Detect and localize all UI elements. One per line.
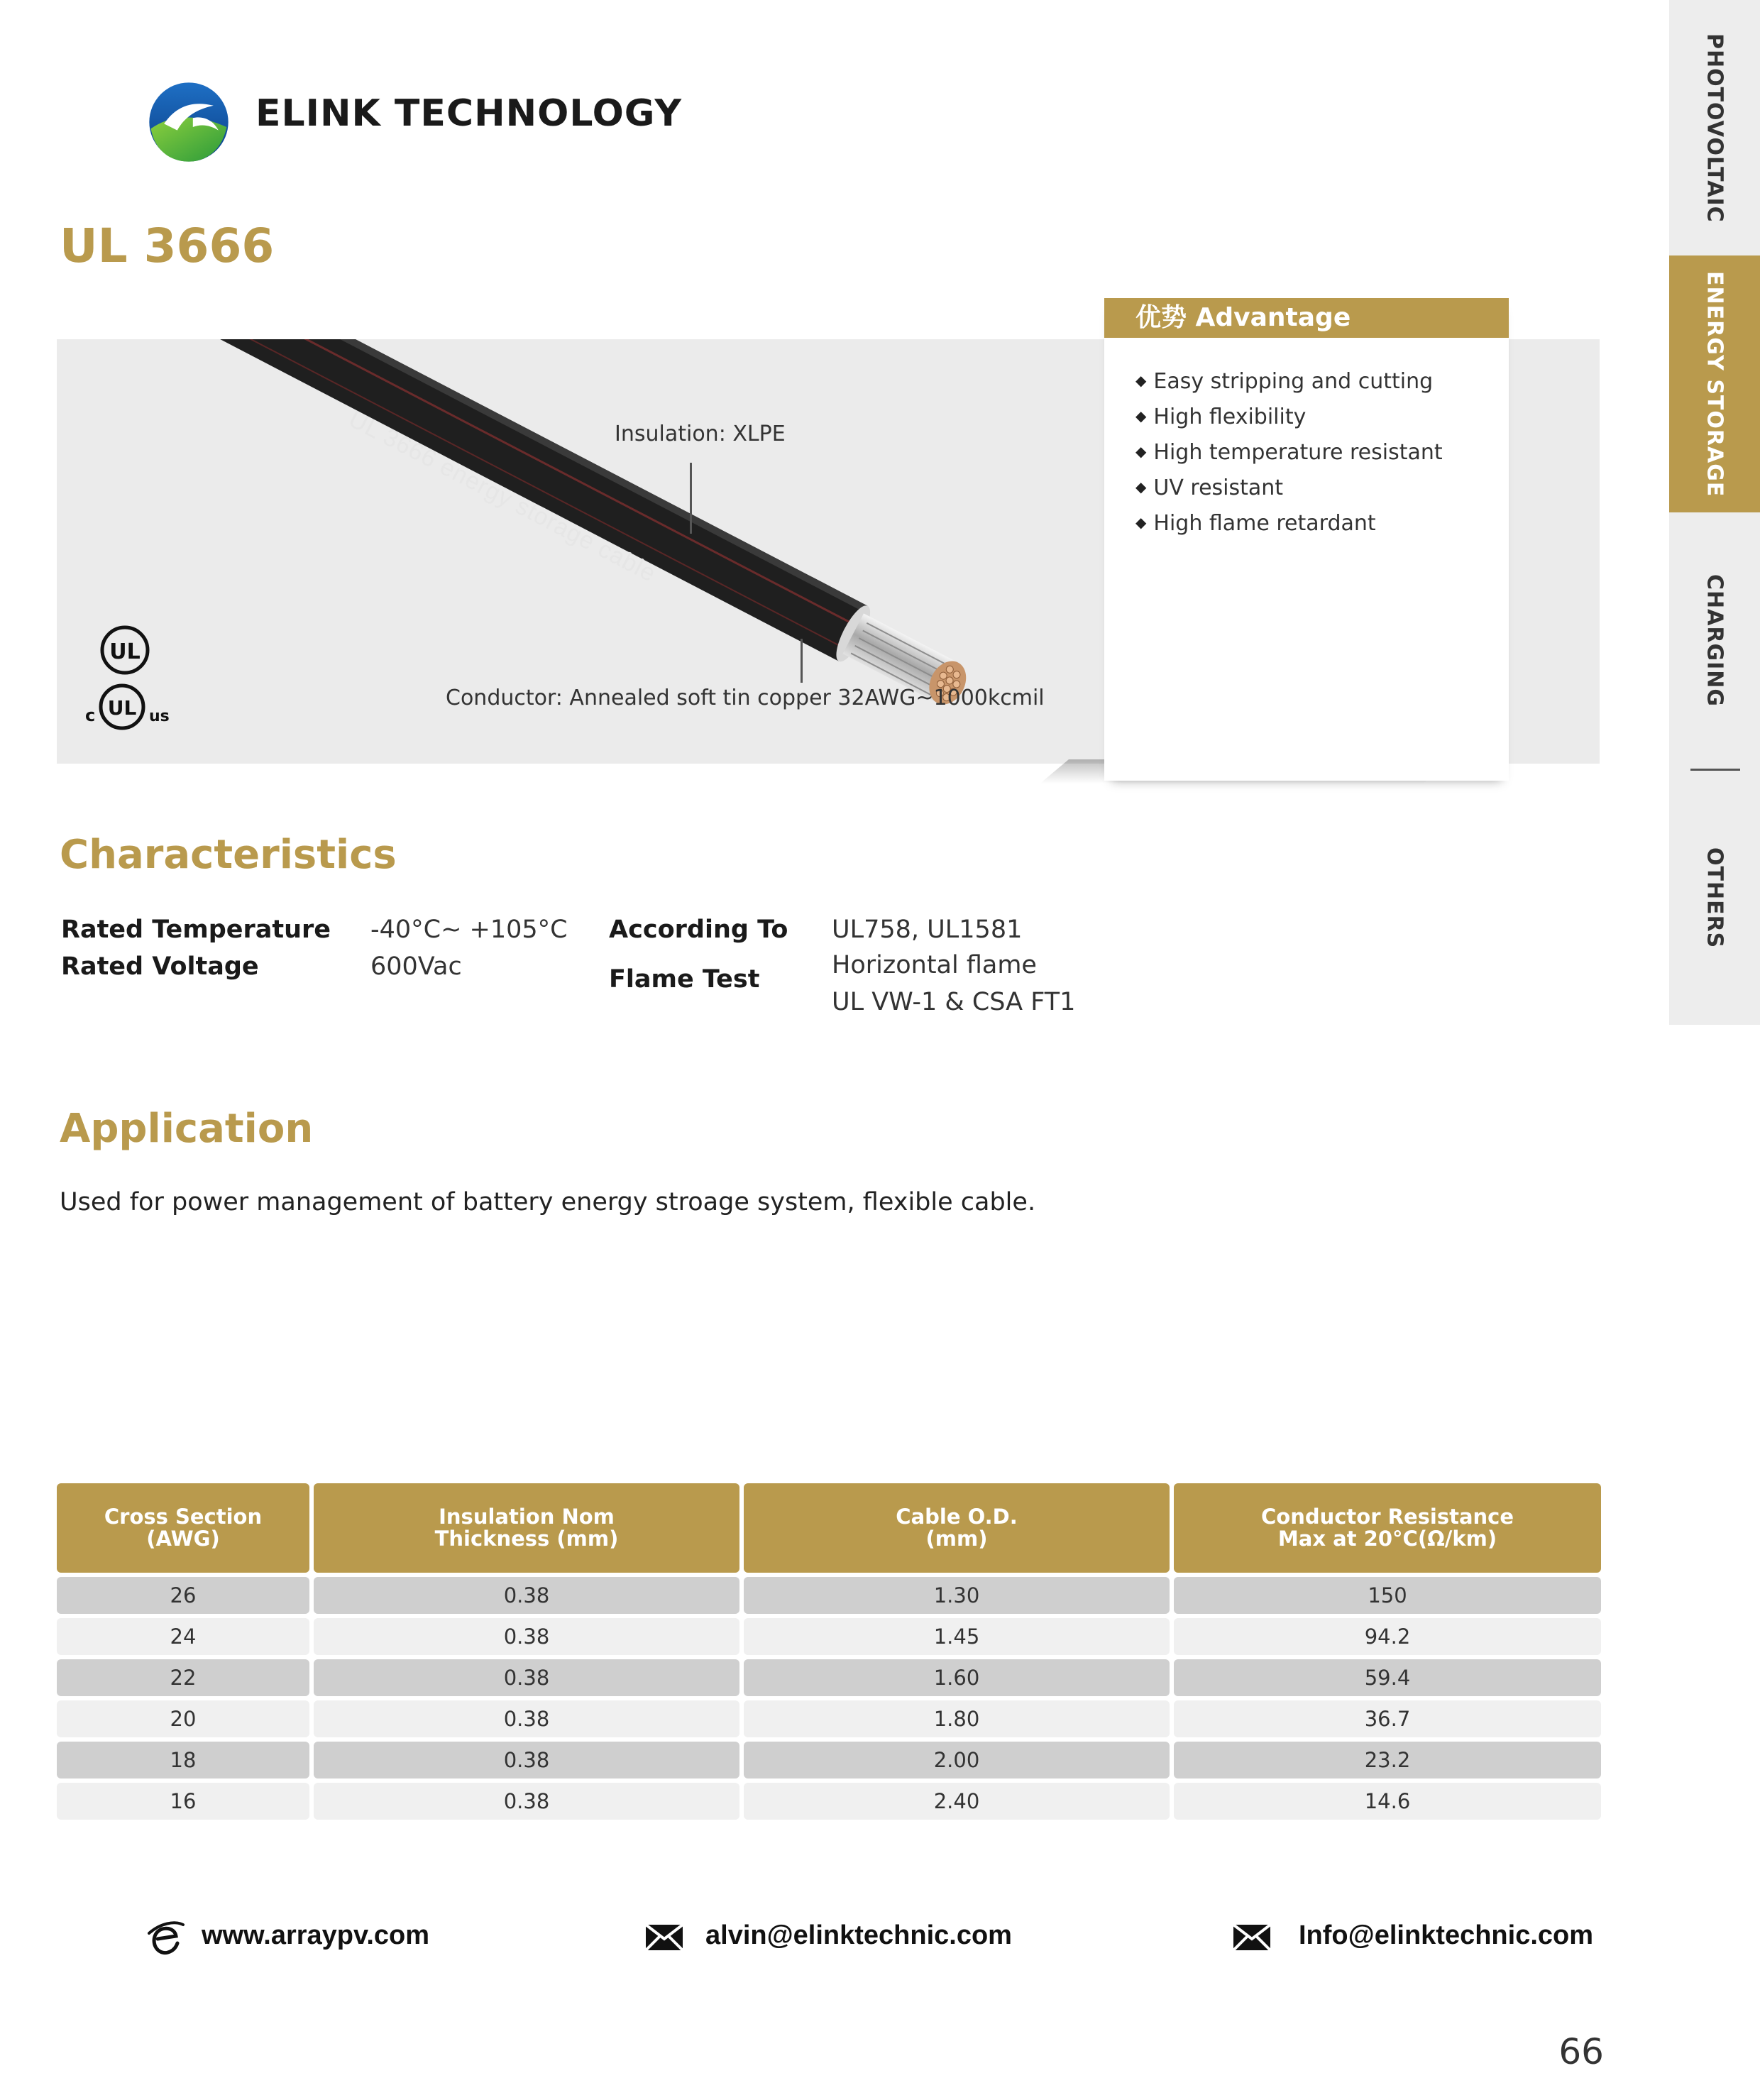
insulation-leader-line: [690, 463, 692, 534]
web-icon: [146, 1918, 186, 1957]
table-cell: 0.38: [314, 1659, 739, 1696]
table-cell: 1.30: [744, 1577, 1170, 1614]
table-cell: 20: [57, 1700, 309, 1737]
table-cell: 0.38: [314, 1742, 739, 1779]
cul-mark-text: UL: [107, 696, 137, 720]
cul-us-mark: [85, 686, 170, 728]
flame-test-value-1: Horizontal flame: [832, 951, 1037, 979]
header-line: Insulation Nom: [439, 1505, 615, 1529]
table-cell: 26: [57, 1577, 309, 1614]
product-model: UL 3666: [60, 219, 275, 273]
header-line: (mm): [925, 1527, 988, 1551]
table-row: [57, 1700, 1601, 1737]
header-cross-section: [57, 1483, 309, 1573]
tab-charging[interactable]: [1669, 512, 1760, 768]
flame-test-label: Flame Test: [609, 965, 760, 994]
table-cell: 1.45: [744, 1618, 1170, 1655]
company-name: ELINK TECHNOLOGY: [255, 92, 682, 135]
table-cell: 24: [57, 1618, 309, 1655]
table-cell: 16: [57, 1783, 309, 1820]
table-body: [57, 1577, 1601, 1820]
spec-table: [57, 1483, 1601, 1824]
table-cell: 0.38: [314, 1577, 739, 1614]
mail-icon: [1232, 1923, 1272, 1952]
characteristics-title: Characteristics: [60, 832, 397, 878]
according-to-value: UL758, UL1581: [832, 916, 1023, 944]
advantage-list: [1135, 365, 1490, 542]
header-insulation-thickness: [314, 1483, 739, 1573]
advantage-title: 优势 Advantage: [1104, 298, 1509, 338]
rated-temperature-value: -40°C~ +105°C: [370, 916, 568, 944]
table-cell: 150: [1174, 1577, 1601, 1614]
advantage-item: ◆ UV resistant: [1135, 471, 1490, 507]
header-line: Thickness (mm): [434, 1527, 619, 1551]
table-cell: 18: [57, 1742, 309, 1779]
table-cell: 2.00: [744, 1742, 1170, 1779]
header-line: (AWG): [146, 1527, 220, 1551]
tab-label: OTHERS: [1702, 847, 1727, 949]
tab-label: ENERGY STORAGE: [1702, 270, 1727, 497]
table-header: [57, 1483, 1601, 1573]
rated-temperature-label: Rated Temperature: [61, 916, 331, 944]
tab-label: PHOTOVOLTAIC: [1702, 33, 1727, 223]
table-cell: 36.7: [1174, 1700, 1601, 1737]
ul-mark-text: UL: [109, 639, 141, 664]
rated-voltage-value: 600Vac: [370, 952, 462, 981]
table-row: [57, 1659, 1601, 1696]
table-row: [57, 1783, 1601, 1820]
advantage-item: ◆ Easy stripping and cutting: [1135, 365, 1490, 400]
table-cell: 0.38: [314, 1700, 739, 1737]
table-cell: 1.60: [744, 1659, 1170, 1696]
header-line: Conductor Resistance: [1260, 1505, 1514, 1529]
conductor-leader-line: [801, 639, 803, 683]
email-info-link[interactable]: Info@elinktechnic.com: [1299, 1920, 1594, 1950]
mail-icon: [644, 1923, 684, 1952]
flame-test-value-2: UL VW-1 & CSA FT1: [832, 988, 1076, 1016]
insulation-label: Insulation: XLPE: [615, 422, 786, 446]
rated-voltage-label: Rated Voltage: [61, 952, 259, 981]
table-row: [57, 1742, 1601, 1779]
tab-energy-storage[interactable]: [1669, 255, 1760, 512]
table-cell: 14.6: [1174, 1783, 1601, 1820]
application-title: Application: [60, 1106, 314, 1152]
table-row: [57, 1618, 1601, 1655]
application-text: Used for power management of battery energy stroage system, flexible cable.: [60, 1188, 1036, 1216]
table-cell: 2.40: [744, 1783, 1170, 1820]
company-logo: [148, 81, 230, 163]
header-line: Cross Section: [104, 1505, 263, 1529]
according-to-label: According To: [609, 916, 788, 944]
header-cable-od: [744, 1483, 1170, 1573]
table-row: [57, 1577, 1601, 1614]
advantage-item: ◆ High flexibility: [1135, 400, 1490, 436]
tab-photovoltaic[interactable]: [1669, 0, 1760, 255]
header-conductor-resistance: [1174, 1483, 1601, 1573]
advantage-item: ◆ High temperature resistant: [1135, 436, 1490, 471]
email-alvin-link[interactable]: alvin@elinktechnic.com: [705, 1920, 1012, 1950]
table-cell: 94.2: [1174, 1618, 1601, 1655]
ul-listed-mark: [102, 627, 148, 673]
table-cell: 0.38: [314, 1783, 739, 1820]
cable-print-text: UL 3666 energy storage cable: [344, 405, 661, 588]
page-number: 66: [1558, 2031, 1604, 2072]
table-cell: 23.2: [1174, 1742, 1601, 1779]
table-cell: 59.4: [1174, 1659, 1601, 1696]
cert-suffix: us: [149, 708, 170, 725]
header-line: Cable O.D.: [896, 1505, 1018, 1529]
advantage-item: ◆ High flame retardant: [1135, 507, 1490, 542]
header-line: Max at 20°C(Ω/km): [1277, 1527, 1497, 1551]
table-cell: 22: [57, 1659, 309, 1696]
tab-label: CHARGING: [1702, 573, 1727, 707]
table-cell: 0.38: [314, 1618, 739, 1655]
category-sidebar: [1669, 0, 1760, 1025]
tab-others[interactable]: [1669, 771, 1760, 1025]
conductor-label: Conductor: Annealed soft tin copper 32AWG~1000kcmil: [446, 686, 1045, 710]
table-cell: 1.80: [744, 1700, 1170, 1737]
cert-prefix: c: [85, 705, 96, 725]
website-link[interactable]: www.arraypv.com: [202, 1920, 430, 1950]
